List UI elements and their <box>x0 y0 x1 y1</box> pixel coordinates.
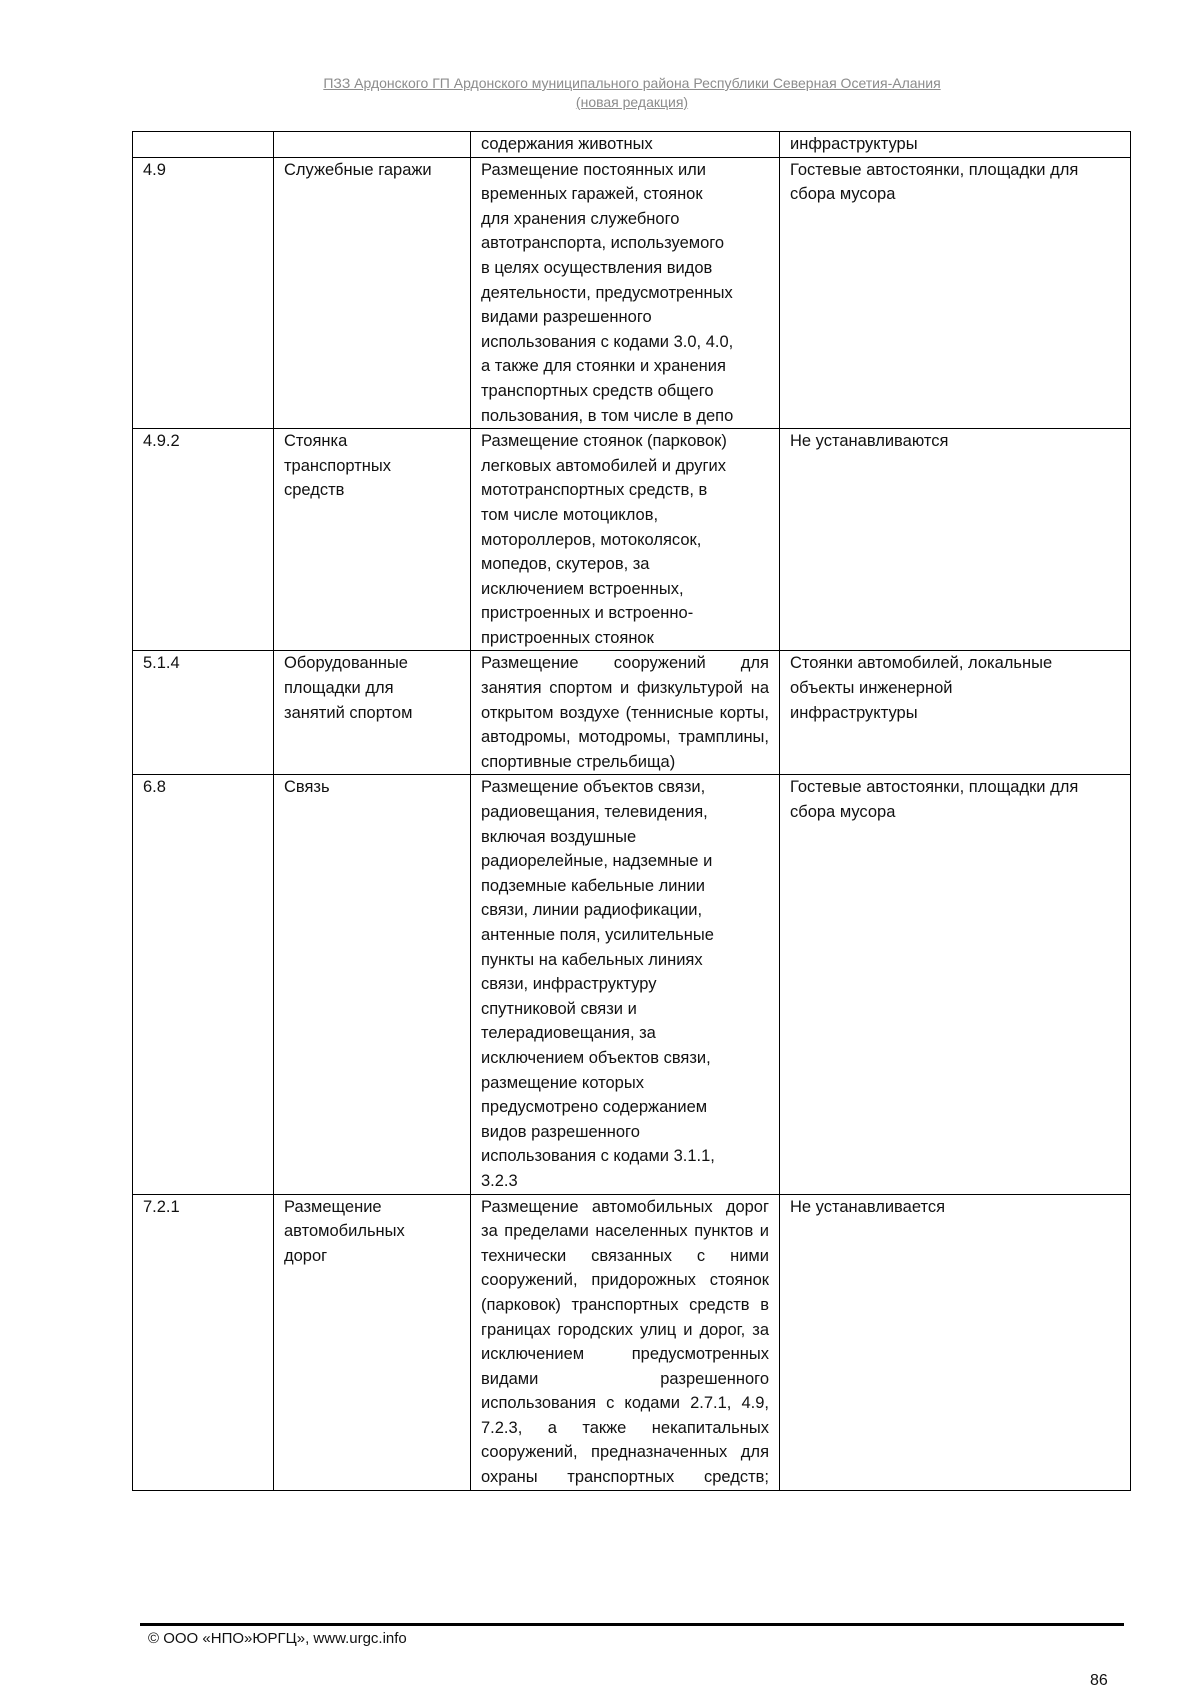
code-cell <box>133 157 274 429</box>
auxiliary-cell <box>780 651 1131 775</box>
description-text: Размещение автомобильных дорог за пределами населенных пунктов и технически связанных с ними сооружений, придорожных стоянок (парковок) транспортных средств в границах городских улиц и дорог, за исключением предусмотренных видами разрешенного использования с кодами 2.7.1, 4.9, 7.2.3, а также некапитальных сооружений, предназначенных для охраны транспортных средств; <box>481 1197 769 1487</box>
description-text: Размещение сооружений для занятия спортом и физкультурой на открытом воздухе (теннисные корты, автодромы, мотодромы, трамплины, спортивные стрельбища) <box>481 654 769 771</box>
auxiliary-cell <box>780 1194 1131 1490</box>
description-text: содержания животных <box>481 135 653 153</box>
table-row <box>133 651 1131 775</box>
header-title: ПЗЗ Ардонского ГП Ардонского муниципального района Республики Северная Осетия-Алания <box>323 75 941 91</box>
table-row <box>133 157 1131 429</box>
name-cell <box>274 132 471 158</box>
auxiliary-cell <box>780 775 1131 1194</box>
auxiliary-text: Гостевые автостоянки, площадки для сбора мусора <box>790 160 1079 204</box>
auxiliary-text: Не устанавливается <box>790 1197 946 1216</box>
name-cell <box>274 157 471 429</box>
table-row <box>133 429 1131 651</box>
auxiliary-cell <box>780 157 1131 429</box>
name-cell <box>274 775 471 1194</box>
code-cell <box>133 429 274 651</box>
name-text: Размещение автомобильных дорог <box>284 1197 405 1265</box>
table-row <box>133 132 1131 158</box>
description-cell <box>471 132 780 158</box>
auxiliary-cell <box>780 429 1131 651</box>
description-cell <box>471 1194 780 1490</box>
auxiliary-text: инфраструктуры <box>790 135 918 153</box>
description-text: Размещение постоянных или временных гаражей, стоянок для хранения служебного автотранспорта, используемого в целях осуществления видов деятельности, предусмотренных видами разрешенного использования с кодами 3.0, 4.0, а также для стоянки и хранения транспортных средств общего пользования, в том числе в депо <box>481 160 734 425</box>
code-text: 6.8 <box>143 778 166 797</box>
description-text: Размещение объектов связи, радиовещания, телевидения, включая воздушные радиорелейные, надземные и подземные кабельные линии связи, линии радиофикации, антенные поля, усилительные пункты на кабельных линиях связи, инфраструктуру спутниковой связи и телерадиовещания, за исключением объектов связи, размещение которых предусмотрено содержанием видов разрешенного использования с кодами 3.1.1, 3.2.3 <box>481 778 715 1190</box>
code-cell <box>133 651 274 775</box>
description-cell <box>471 157 780 429</box>
description-cell <box>471 429 780 651</box>
code-text: 4.9.2 <box>143 432 180 451</box>
code-cell <box>133 132 274 158</box>
footer-divider <box>140 1623 1124 1626</box>
auxiliary-text: Не устанавливаются <box>790 432 949 451</box>
description-text: Размещение стоянок (парковок) легковых автомобилей и других мототранспортных средств, в том числе мотоциклов, мотороллеров, мотоколясок, мопедов, скутеров, за исключением встроенных, пристроенных и встроенно- пристроенных стоянок <box>481 432 727 647</box>
land-use-table <box>132 131 1131 1491</box>
name-text: Оборудованные площадки для занятий спортом <box>284 654 413 722</box>
code-cell <box>133 775 274 1194</box>
page-header <box>132 74 1132 112</box>
name-text: Стоянка транспортных средств <box>284 432 391 500</box>
code-text: 5.1.4 <box>143 654 180 673</box>
name-cell <box>274 651 471 775</box>
name-cell <box>274 429 471 651</box>
header-subtitle: (новая редакция) <box>575 94 689 110</box>
table-row <box>133 1194 1131 1490</box>
auxiliary-cell <box>780 132 1131 158</box>
auxiliary-text: Стоянки автомобилей, локальные объекты инженерной инфраструктуры <box>790 654 1053 722</box>
code-cell <box>133 1194 274 1490</box>
name-cell <box>274 1194 471 1490</box>
code-text: 7.2.1 <box>143 1197 180 1216</box>
footer-copyright: © ООО «НПО»ЮРГЦ», www.urgc.info <box>148 1630 407 1647</box>
description-cell <box>471 651 780 775</box>
auxiliary-text: Гостевые автостоянки, площадки для сбора мусора <box>790 778 1079 822</box>
code-text: 4.9 <box>143 160 166 179</box>
page-number: 86 <box>1090 1672 1108 1689</box>
name-text: Связь <box>284 778 330 797</box>
name-text: Служебные гаражи <box>284 160 432 179</box>
table-row <box>133 775 1131 1194</box>
description-cell <box>471 775 780 1194</box>
